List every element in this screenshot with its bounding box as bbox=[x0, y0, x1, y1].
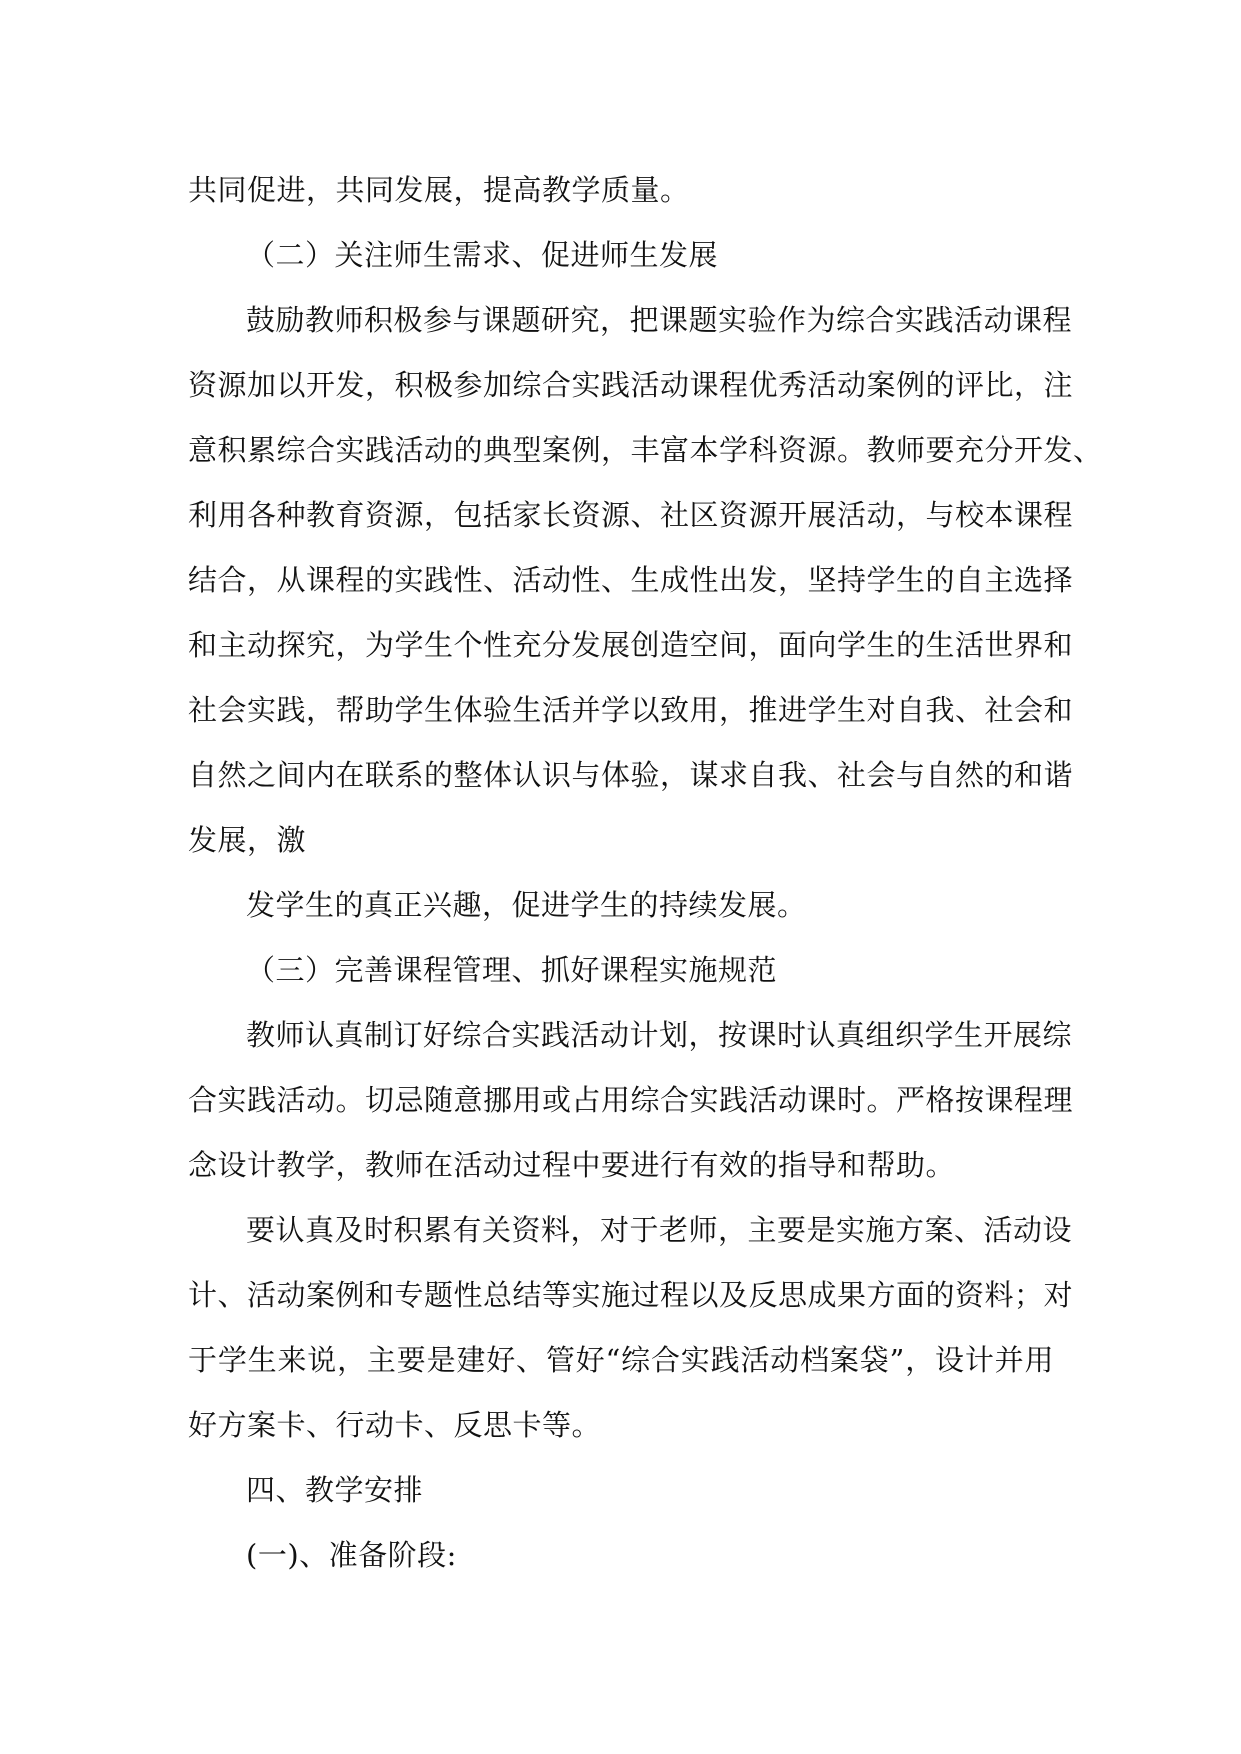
text-line: 意积累综合实践活动的典型案例，丰富本学科资源。教师要充分开发、 bbox=[188, 433, 1103, 467]
text-line: 资源加以开发，积极参加综合实践活动课程优秀活动案例的评比，注 bbox=[188, 368, 1074, 402]
text-line: （三）完善课程管理、抓好课程实施规范 bbox=[246, 953, 778, 987]
text-line: 合实践活动。切忌随意挪用或占用综合实践活动课时。严格按课程理 bbox=[188, 1083, 1074, 1117]
text-line: 社会实践，帮助学生体验生活并学以致用，推进学生对自我、社会和 bbox=[188, 693, 1074, 727]
text-line: 念设计教学，教师在活动过程中要进行有效的指导和帮助。 bbox=[188, 1148, 956, 1182]
text-line: 发学生的真正兴趣，促进学生的持续发展。 bbox=[246, 888, 807, 922]
text-line: 鼓励教师积极参与课题研究，把课题实验作为综合实践活动课程 bbox=[246, 303, 1073, 337]
text-line: 自然之间内在联系的整体认识与体验，谋求自我、社会与自然的和谐 bbox=[188, 758, 1074, 792]
text-line: 和主动探究，为学生个性充分发展创造空间，面向学生的生活世界和 bbox=[188, 628, 1074, 662]
text-line: （二）关注师生需求、促进师生发展 bbox=[246, 238, 719, 272]
text-line: 四、教学安排 bbox=[246, 1473, 424, 1507]
text-line: 计、活动案例和专题性总结等实施过程以及反思成果方面的资料；对 bbox=[188, 1278, 1074, 1312]
text-line: 于学生来说，主要是建好、管好“综合实践活动档案袋”，设计并用 bbox=[188, 1343, 1054, 1377]
text-line: 结合，从课程的实践性、活动性、生成性出发，坚持学生的自主选择 bbox=[188, 563, 1074, 597]
text-line: 好方案卡、行动卡、反思卡等。 bbox=[188, 1408, 602, 1442]
text-line: 教师认真制订好综合实践活动计划，按课时认真组织学生开展综 bbox=[246, 1018, 1073, 1052]
text-line: 发展，激 bbox=[188, 823, 307, 857]
document-body bbox=[188, 158, 1103, 1588]
text-line: 共同促进，共同发展，提高教学质量。 bbox=[188, 173, 690, 207]
text-line: (一)、准备阶段: bbox=[246, 1538, 457, 1572]
text-line: 利用各种教育资源，包括家长资源、社区资源开展活动，与校本课程 bbox=[188, 498, 1074, 532]
text-line: 要认真及时积累有关资料，对于老师，主要是实施方案、活动设 bbox=[246, 1213, 1073, 1247]
